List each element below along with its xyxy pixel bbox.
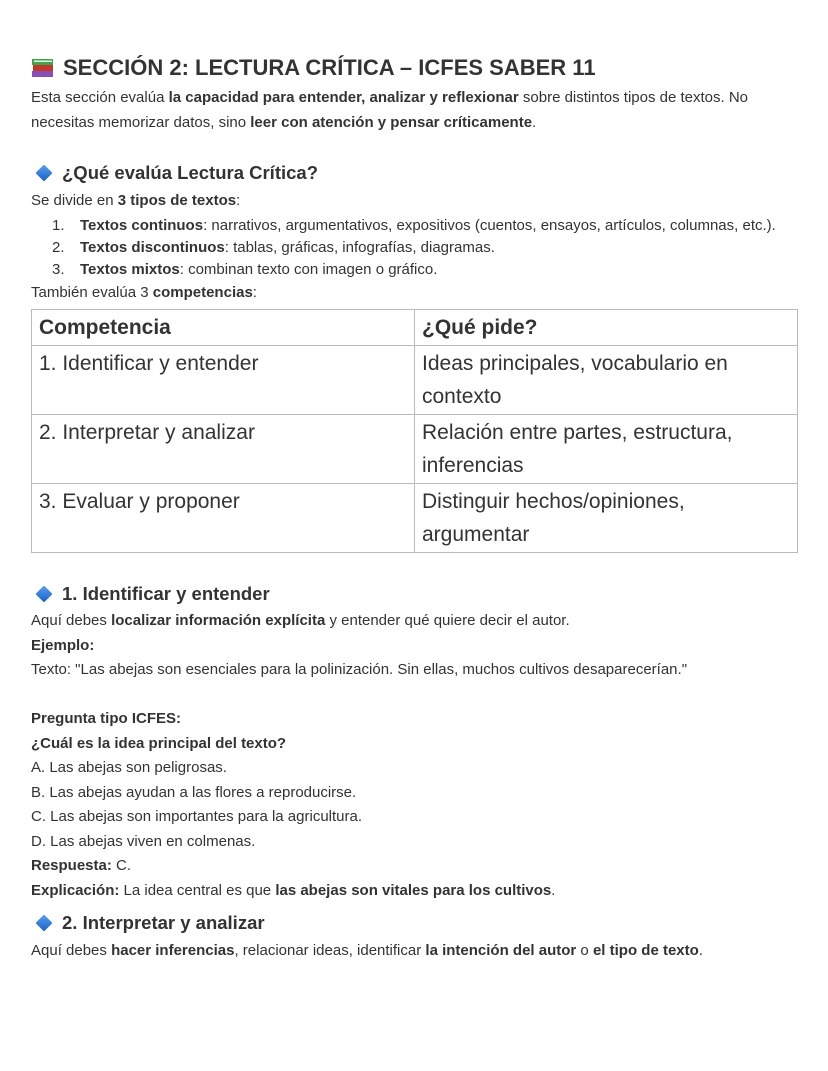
answer-option: C. Las abejas son importantes para la agricultura. — [31, 808, 363, 825]
answer-option: B. Las abejas ayudan a las flores a reproducirse. — [31, 783, 357, 801]
table-row: 2. Interpretar y analizar Relación entre partes, estructura, inferencias — [32, 415, 798, 484]
table-header-row: Competencia ¿Qué pide? — [32, 310, 798, 346]
section-heading: 1. Identificar y entender — [31, 582, 798, 606]
blue-diamond-icon — [36, 915, 53, 932]
books-icon — [31, 58, 55, 78]
section-body: Aquí debes localizar información explícita y entender qué quiere decir el autor. Ejemplo: Texto: "Las abejas son esenciales para la polinización. Sin ellas, muchos cultivos desaparecerían." Pregunta tipo ICFES: ¿Cuál es la idea principal del texto? A. Las abejas son peligrosas. B. Las abejas ayudan a las flores a reproducirse. C. Las abejas son importantes para la agricultura. D. Las abejas viven en colmenas. Respuesta: C. Explicación: La idea central es que las abejas son vitales para los cultivos. — [31, 609, 798, 903]
intro-paragraph: Esta sección evalúa la capacidad para entender, analizar y reflexionar sobre distintos tipos de textos. No necesitas memorizar datos, sino leer con atención y pensar críticamente. — [31, 89, 749, 131]
list-item: 1. Textos continuos: narrativos, argumentativos, expositivos (cuentos, ensayos, artículos, columnas, etc.). — [52, 216, 776, 234]
section-body: Aquí debes hacer inferencias, relacionar ideas, identificar la intención del autor o el tipo de texto. — [31, 942, 703, 959]
text-types-list — [52, 215, 798, 281]
blue-diamond-icon — [36, 586, 53, 603]
section-heading: ¿Qué evalúa Lectura Crítica? — [31, 161, 798, 185]
answer-option: D. Las abejas viven en colmenas. — [31, 832, 256, 850]
table-row: 1. Identificar y entender Ideas principales, vocabulario en contexto — [32, 346, 798, 415]
competencias-table — [31, 309, 798, 553]
answer-option: A. Las abejas son peligrosas. — [31, 759, 227, 776]
blue-diamond-icon — [36, 165, 53, 182]
list-item: 3. Textos mixtos: combinan texto con imagen o gráfico. — [52, 260, 438, 278]
divide-text: Se divide en 3 tipos de textos: — [31, 192, 241, 209]
list-item: 2. Textos discontinuos: tablas, gráficas, infografías, diagramas. — [52, 238, 495, 256]
competencias-text: También evalúa 3 competencias: — [31, 283, 257, 301]
page-title: SECCIÓN 2: LECTURA CRÍTICA – ICFES SABER 11 — [31, 54, 798, 82]
section-heading: 2. Interpretar y analizar — [31, 911, 798, 935]
table-row: 3. Evaluar y proponer Distinguir hechos/opiniones, argumentar — [32, 484, 798, 553]
